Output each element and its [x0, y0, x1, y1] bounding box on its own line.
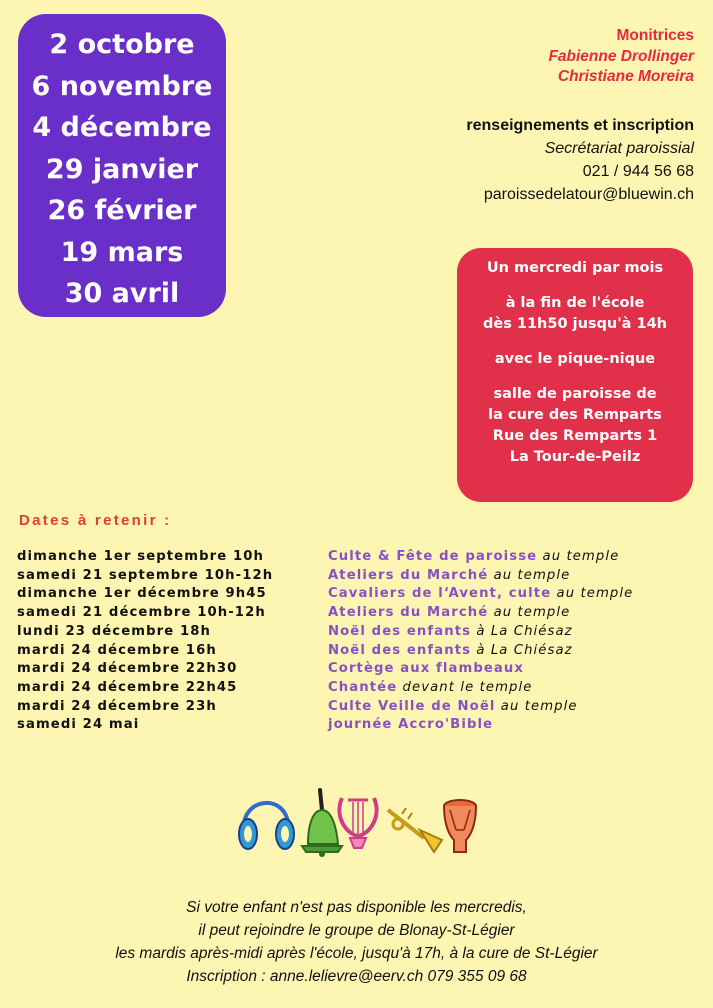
event-what: Cavaliers de l‘Avent, culte au temple: [328, 586, 634, 602]
contact-title: renseignements et inscription: [466, 117, 694, 134]
event-when: dimanche 1er septembre 10h: [17, 549, 264, 564]
event-where: au temple: [488, 605, 571, 621]
date-item: 30 avril: [64, 278, 180, 309]
event-row: [17, 698, 633, 717]
detail-line: Un mercredi par mois: [486, 260, 664, 276]
footer-line: les mardis après-midi après l'école, jusqu'à 17h, à la cure de St-Légier: [115, 945, 598, 962]
event-row: [17, 548, 633, 567]
event-when: mardi 24 décembre 22h30: [17, 661, 238, 677]
detail-line: dès 11h50 jusqu'à 14h: [482, 316, 668, 332]
event-row: [17, 642, 633, 661]
event-when: mardi 24 décembre 22h45: [17, 679, 238, 695]
date-item: 2 octobre: [49, 29, 195, 60]
event-row: [17, 623, 633, 642]
detail-line: salle de paroisse de: [493, 386, 657, 402]
event-what: Cortège aux flambeaux: [328, 661, 525, 677]
event-what: Noël des enfants à La Chiésaz: [328, 642, 573, 658]
event-what: Ateliers du Marché au temple: [328, 605, 571, 621]
event-what: Ateliers du Marché au temple: [328, 567, 571, 583]
date-item: 6 novembre: [31, 70, 213, 102]
event-when: samedi 24 mai: [17, 717, 140, 733]
event-where: à La Chiésaz: [471, 642, 573, 658]
footer-line: Si votre enfant n'est pas disponible les mercredis,: [186, 899, 527, 916]
date-item: 26 février: [47, 195, 197, 226]
detail-line: avec le pique-nique: [494, 351, 656, 367]
footer-line: il peut rejoindre le groupe de Blonay-St-Légier: [198, 922, 515, 939]
event-when: samedi 21 décembre 10h-12h: [17, 605, 266, 621]
event-where: au temple: [551, 586, 634, 602]
dates-box: [18, 14, 226, 317]
event-row: [17, 604, 633, 623]
event-row: [17, 679, 633, 698]
monitrices-block: [548, 26, 694, 88]
monitrice-name: Fabienne Drollinger: [548, 47, 694, 65]
contact-email: paroissedelatour@bluewin.ch: [483, 186, 694, 203]
event-where: à La Chiésaz: [471, 623, 573, 639]
instrument-icons: [238, 786, 478, 858]
date-item: 4 décembre: [32, 112, 212, 143]
drum-icon: [444, 800, 476, 852]
event-when: mardi 24 décembre 23h: [17, 698, 217, 714]
headphones-icon: [239, 803, 294, 849]
monitrice-name: Christiane Moreira: [557, 68, 694, 85]
event-when: mardi 24 décembre 16h: [17, 642, 217, 658]
contact-phone: 021 / 944 56 68: [582, 163, 694, 180]
detail-line: la cure des Remparts: [488, 407, 662, 423]
monitrices-title: Monitrices: [616, 27, 694, 44]
footer-line: Inscription : anne.lelievre@eerv.ch 079 355 09 68: [186, 968, 527, 985]
event-what: Noël des enfants à La Chiésaz: [328, 623, 573, 639]
event-where: au temple: [488, 567, 571, 583]
event-what: journée Accro'Bible: [328, 717, 494, 733]
event-what: Culte & Fête de paroisse au temple: [328, 549, 620, 564]
contact-office: Secrétariat paroissial: [544, 140, 694, 157]
event-row: [17, 567, 633, 586]
trumpet-icon: [388, 808, 442, 852]
event-row: [17, 585, 633, 604]
event-row: [17, 660, 633, 679]
footer-note: [0, 896, 713, 988]
detail-line: Rue des Remparts 1: [492, 428, 658, 444]
event-when: dimanche 1er décembre 9h45: [17, 586, 267, 602]
event-where: au temple: [495, 698, 578, 714]
date-item: 29 janvier: [45, 153, 199, 185]
date-item: 19 mars: [60, 236, 184, 268]
handbell-icon: [302, 790, 342, 857]
event-row: [17, 716, 633, 735]
events-list: [17, 548, 633, 735]
event-what: Culte Veille de Noël au temple: [328, 698, 578, 714]
event-where: devant le temple: [397, 679, 533, 695]
detail-line: La Tour-de-Peilz: [509, 449, 641, 465]
lyre-icon: [339, 798, 376, 848]
dates-heading: Dates à retenir :: [19, 512, 172, 529]
event-what: Chantée devant le temple: [328, 679, 533, 695]
contact-block: [466, 114, 694, 206]
event-where: au temple: [537, 549, 620, 564]
details-box: [457, 248, 693, 502]
event-when: lundi 23 décembre 18h: [17, 623, 211, 639]
event-when: samedi 21 septembre 10h-12h: [17, 567, 274, 583]
detail-line: à la fin de l'école: [505, 295, 645, 311]
